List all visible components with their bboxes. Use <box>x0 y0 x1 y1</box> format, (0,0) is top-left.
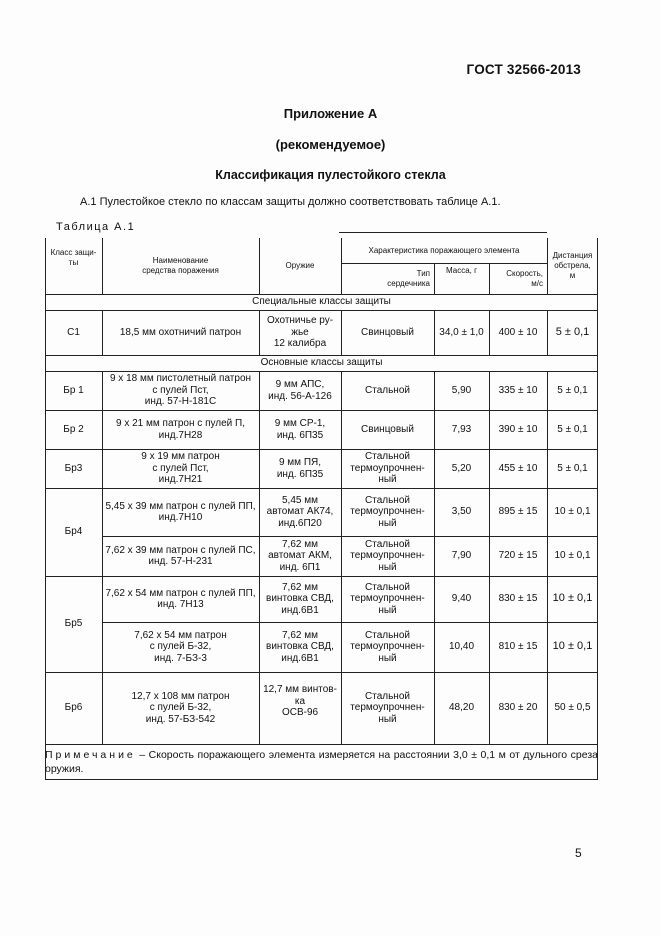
grid-line <box>102 371 103 744</box>
grid-line <box>341 371 342 744</box>
cell-core: Стальной термоупрочнен- ный <box>350 690 425 725</box>
cell-weapon: 7,62 мм автомат АКМ, инд. 6П1 <box>268 538 332 573</box>
cell-distance: 5 ± 0,1 <box>555 325 590 338</box>
grid-line <box>102 622 598 623</box>
cell-distance: 50 ± 0,5 <box>554 702 591 714</box>
cell-speed: 830 ± 15 <box>498 593 538 605</box>
cell-weapon: 7,62 мм винтовка СВД, инд.6В1 <box>266 581 334 616</box>
grid-line <box>45 410 598 411</box>
page-number: 5 <box>575 846 582 860</box>
cell-weapon: 5,45 мм автомат АК74, инд.6П20 <box>266 494 334 529</box>
cell-class: Бр 2 <box>63 423 84 435</box>
cell-mass: 7,93 <box>451 423 472 435</box>
appendix-status: (рекомендуемое) <box>275 137 386 152</box>
cell-speed: 390 ± 10 <box>498 423 538 435</box>
grid-line <box>45 310 598 311</box>
cell-name: 5,45 х 39 мм патрон с пулей ПП, инд.7Н10 <box>105 500 256 523</box>
grid-line <box>489 263 490 294</box>
cell-distance: 10 ± 0,1 <box>554 550 591 562</box>
section-main-classes: Основные классы защиты <box>260 357 383 369</box>
header-core-type: Тип сердечника <box>387 268 430 288</box>
grid-line <box>45 449 598 450</box>
cell-name: 9 х 18 мм пистолетный патрон с пулей Пст, инд. 57-Н-181С <box>109 373 252 408</box>
cell-name: 12,7 х 108 мм патрон с пулей Б-32, инд. 57-БЗ-542 <box>131 690 230 725</box>
cell-core: Стальной термоупрочнен- ный <box>350 451 425 486</box>
grid-line <box>259 238 260 294</box>
grid-line <box>45 744 598 745</box>
cell-distance: 5 ± 0,1 <box>557 384 588 396</box>
grid-line <box>341 310 342 355</box>
grid-line <box>45 779 598 780</box>
cell-weapon: 9 мм ПЯ, инд. 6П35 <box>276 457 324 480</box>
cell-class: Бр4 <box>64 526 83 538</box>
grid-line <box>434 371 435 744</box>
note-label: Примечание <box>45 749 136 761</box>
header-mass: Масса, г <box>445 266 477 275</box>
grid-line <box>341 263 547 264</box>
cell-core: Стальной термоупрочнен- ный <box>350 494 425 529</box>
grid-line <box>547 310 548 355</box>
header-weapon: Оружие <box>285 261 315 270</box>
grid-line <box>597 238 598 779</box>
cell-weapon: Охотничье ру- жье 12 калибра <box>266 315 334 350</box>
grid-line <box>259 310 260 355</box>
cell-name: 7,62 х 54 мм патрон с пулей Б-32, инд. 7-БЗ-3 <box>134 629 227 664</box>
cell-mass: 3,50 <box>451 506 472 518</box>
appendix-heading: Классификация пулестойкого стекла <box>215 168 446 182</box>
cell-distance: 10 ± 0,1 <box>552 592 593 605</box>
header-name: Наименование средства поражения <box>142 256 219 275</box>
cell-mass: 34,0 ± 1,0 <box>439 326 484 338</box>
grid-line <box>45 672 598 673</box>
cell-weapon: 7,62 мм винтовка СВД, инд.6В1 <box>266 629 334 664</box>
cell-distance: 5 ± 0,1 <box>557 423 588 435</box>
cell-name: 9 х 19 мм патрон с пулей Пст, инд.7Н21 <box>141 451 220 486</box>
cell-name: 18,5 мм охотничий патрон <box>119 326 242 338</box>
cell-weapon: 9 мм АПС, инд. 56-А-126 <box>268 379 332 402</box>
grid-line <box>45 488 598 489</box>
cell-name: 7,62 х 39 мм патрон с пулей ПС, инд. 57-Н-231 <box>105 544 256 567</box>
grid-line <box>489 310 490 355</box>
cell-class: Бр6 <box>64 702 83 714</box>
cell-core: Свинцовый <box>361 326 414 338</box>
cell-speed: 830 ± 20 <box>498 702 538 714</box>
cell-name: 7,62 х 54 мм патрон с пулей ПП, инд. 7Н13 <box>105 587 256 610</box>
grid-line <box>45 371 598 372</box>
grid-line <box>45 238 46 779</box>
doc-code: ГОСТ 32566-2013 <box>466 62 581 77</box>
cell-speed: 335 ± 10 <box>498 384 538 396</box>
cell-speed: 720 ± 15 <box>498 550 538 562</box>
cell-weapon: 9 мм СР-1, инд. 6П35 <box>274 418 326 441</box>
grid-line <box>45 576 598 577</box>
header-characteristics: Характеристика поражающего элемента <box>368 245 520 255</box>
cell-distance: 10 ± 0,1 <box>554 506 591 518</box>
table-caption: Таблица А.1 <box>56 221 136 233</box>
cell-name: 9 х 21 мм патрон с пулей П, инд.7Н28 <box>115 418 245 441</box>
cell-core: Стальной <box>365 384 410 396</box>
grid-line <box>102 238 103 294</box>
grid-line <box>45 294 598 295</box>
intro-paragraph: А.1 Пулестойкое стекло по классам защиты должно соответствовать таблице А.1. <box>80 196 501 208</box>
cell-mass: 48,20 <box>448 702 475 714</box>
grid-line <box>547 238 548 294</box>
cell-weapon: 12,7 мм винтов- ка ОСВ-96 <box>263 684 337 718</box>
cell-distance: 10 ± 0,1 <box>552 640 593 653</box>
cell-class: Бр3 <box>64 462 83 474</box>
table-top-rule <box>339 232 547 233</box>
cell-mass: 10,40 <box>448 641 475 653</box>
grid-line <box>434 310 435 355</box>
appendix-title: Приложение А <box>283 106 378 121</box>
cell-class: Бр 1 <box>63 384 84 396</box>
cell-mass: 7,90 <box>451 550 472 562</box>
cell-class: С1 <box>67 326 80 338</box>
header-speed: Скорость, м/с <box>506 268 543 288</box>
cell-mass: 5,90 <box>451 384 472 396</box>
header-distance: Дистанция обстрела, м <box>552 251 593 280</box>
grid-line <box>434 263 435 294</box>
grid-line <box>102 536 598 537</box>
cell-distance: 5 ± 0,1 <box>557 462 588 474</box>
grid-line <box>102 310 103 355</box>
cell-mass: 9,40 <box>451 593 472 605</box>
grid-line <box>259 371 260 744</box>
cell-speed: 810 ± 15 <box>498 641 538 653</box>
cell-speed: 400 ± 10 <box>498 326 538 338</box>
cell-core: Стальной термоупрочнен- ный <box>350 538 425 573</box>
note-text: – Скорость поражающего элемента измеряется на расстоянии 3,0 ± 0,1 м от дульного среза оружия. <box>45 749 598 775</box>
grid-line <box>45 355 598 356</box>
grid-line <box>489 371 490 744</box>
section-special-classes: Специальные классы защиты <box>252 296 391 308</box>
table-note <box>45 748 598 776</box>
cell-core: Стальной термоупрочнен- ный <box>350 629 425 664</box>
cell-core: Стальной термоупрочнен- ный <box>350 581 425 616</box>
grid-line <box>341 238 342 294</box>
header-class: Класс защи- ты <box>50 248 97 267</box>
cell-speed: 455 ± 10 <box>498 462 538 474</box>
cell-class: Бр5 <box>64 618 83 630</box>
grid-line <box>547 371 548 744</box>
cell-speed: 895 ± 15 <box>498 506 538 518</box>
cell-mass: 5,20 <box>451 462 472 474</box>
cell-core: Свинцовый <box>361 423 414 435</box>
